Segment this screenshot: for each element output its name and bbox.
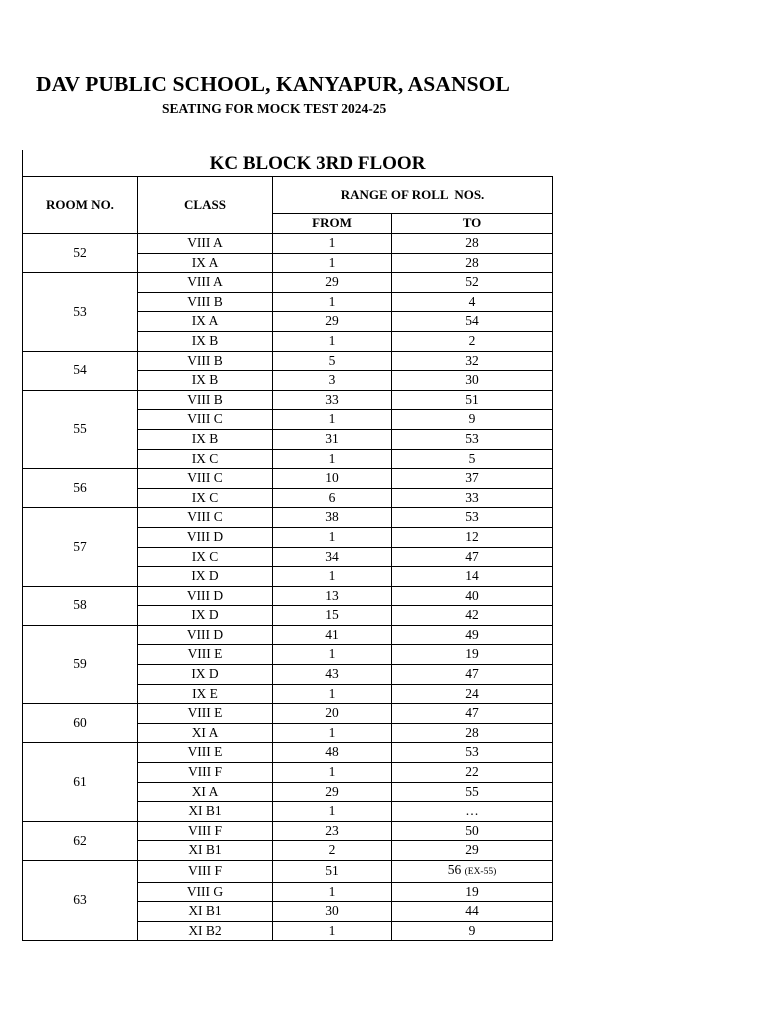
class-cell: IX B xyxy=(138,371,273,391)
roll-from-cell: 10 xyxy=(273,469,392,489)
roll-to-value: 53 xyxy=(465,509,479,525)
roll-to-cell xyxy=(392,410,553,430)
class-cell: XI B1 xyxy=(138,841,273,861)
room-number: 52 xyxy=(23,234,138,273)
roll-to-cell xyxy=(392,253,553,273)
roll-to-cell xyxy=(392,586,553,606)
room-number: 58 xyxy=(23,586,138,625)
roll-from-cell: 1 xyxy=(273,723,392,743)
roll-to-cell xyxy=(392,351,553,371)
roll-from-cell: 31 xyxy=(273,429,392,449)
roll-to-value: 52 xyxy=(465,274,479,290)
roll-to-value: 4 xyxy=(468,293,476,309)
room-number: 55 xyxy=(23,390,138,468)
class-cell: IX D xyxy=(138,567,273,587)
class-cell: IX D xyxy=(138,606,273,626)
class-cell: VIII C xyxy=(138,469,273,489)
roll-to-value: 56 xyxy=(447,862,462,877)
school-name: DAV PUBLIC SCHOOL, KANYAPUR, ASANSOL xyxy=(36,72,510,96)
roll-to-cell xyxy=(392,234,553,254)
class-cell: VIII A xyxy=(138,273,273,293)
room-header: ROOM NO. xyxy=(23,177,138,234)
roll-to-value: 49 xyxy=(465,626,479,642)
roll-to-cell xyxy=(392,527,553,547)
roll-to-value: 24 xyxy=(465,685,479,701)
class-cell: XI A xyxy=(138,782,273,802)
roll-to-value: 29 xyxy=(465,842,479,858)
class-cell: IX D xyxy=(138,665,273,685)
room-number: 54 xyxy=(23,351,138,390)
roll-to-cell xyxy=(392,547,553,567)
roll-to-cell xyxy=(392,782,553,802)
table-row xyxy=(23,821,553,841)
table-row xyxy=(23,861,553,883)
roll-from-cell: 1 xyxy=(273,921,392,941)
class-cell: VIII E xyxy=(138,704,273,724)
to-header: TO xyxy=(392,214,553,234)
table-row xyxy=(23,508,553,528)
roll-from-cell: 1 xyxy=(273,567,392,587)
roll-to-value: 53 xyxy=(465,744,479,760)
roll-to-cell xyxy=(392,684,553,704)
roll-to-value: 47 xyxy=(465,666,479,682)
class-cell: XI B1 xyxy=(138,802,273,822)
roll-to-value: 9 xyxy=(468,411,476,427)
roll-from-cell: 1 xyxy=(273,331,392,351)
class-cell: VIII F xyxy=(138,763,273,783)
roll-from-cell: 1 xyxy=(273,882,392,902)
room-number: 61 xyxy=(23,743,138,821)
roll-to-cell xyxy=(392,921,553,941)
roll-from-cell: 34 xyxy=(273,547,392,567)
roll-to-note: (EX-55) xyxy=(464,867,497,877)
roll-from-cell: 1 xyxy=(273,253,392,273)
floor-heading xyxy=(22,150,552,177)
roll-to-cell xyxy=(392,743,553,763)
table-row xyxy=(23,704,553,724)
roll-to-cell xyxy=(392,508,553,528)
roll-to-cell xyxy=(392,273,553,293)
roll-from-cell: 48 xyxy=(273,743,392,763)
roll-from-cell: 29 xyxy=(273,273,392,293)
roll-to-cell xyxy=(392,429,553,449)
roll-from-cell: 1 xyxy=(273,449,392,469)
roll-from-cell: 5 xyxy=(273,351,392,371)
class-cell: IX E xyxy=(138,684,273,704)
roll-from-cell: 29 xyxy=(273,782,392,802)
class-cell: IX B xyxy=(138,331,273,351)
roll-to-value: 55 xyxy=(465,783,479,799)
class-cell: XI B2 xyxy=(138,921,273,941)
table-row xyxy=(23,586,553,606)
roll-to-value: 51 xyxy=(465,391,479,407)
roll-to-value: 42 xyxy=(465,607,479,623)
room-number: 62 xyxy=(23,821,138,860)
roll-from-cell: 51 xyxy=(273,861,392,883)
roll-to-value: 50 xyxy=(465,822,479,838)
roll-to-value: 28 xyxy=(465,254,479,270)
class-cell: XI B1 xyxy=(138,902,273,922)
range-header: RANGE OF ROLL NOS. xyxy=(273,177,553,214)
class-cell: IX A xyxy=(138,253,273,273)
roll-to-value: 37 xyxy=(465,470,479,486)
roll-to-value: 14 xyxy=(465,568,479,584)
roll-to-value: 5 xyxy=(468,450,476,466)
roll-to-cell xyxy=(392,488,553,508)
roll-from-cell: 6 xyxy=(273,488,392,508)
roll-to-value: 44 xyxy=(465,903,479,919)
class-cell: VIII F xyxy=(138,821,273,841)
roll-to-cell xyxy=(392,449,553,469)
class-cell: IX C xyxy=(138,449,273,469)
class-cell: VIII F xyxy=(138,861,273,883)
roll-to-cell xyxy=(392,331,553,351)
class-cell: VIII B xyxy=(138,292,273,312)
roll-to-value: 40 xyxy=(465,587,479,603)
roll-to-cell xyxy=(392,723,553,743)
roll-to-cell xyxy=(392,645,553,665)
roll-to-cell xyxy=(392,802,553,822)
class-cell: IX C xyxy=(138,547,273,567)
test-subtitle: SEATING FOR MOCK TEST 2024-25 xyxy=(162,101,387,116)
class-cell: IX B xyxy=(138,429,273,449)
class-cell: VIII A xyxy=(138,234,273,254)
roll-to-value: 28 xyxy=(465,235,479,250)
roll-from-cell: 3 xyxy=(273,371,392,391)
roll-to-cell xyxy=(392,882,553,902)
roll-to-value: 19 xyxy=(465,646,479,662)
seating-rows xyxy=(23,234,553,941)
roll-to-cell xyxy=(392,861,553,883)
class-cell: VIII D xyxy=(138,625,273,645)
roll-from-cell: 15 xyxy=(273,606,392,626)
roll-to-cell xyxy=(392,704,553,724)
roll-to-value: 30 xyxy=(465,372,479,388)
roll-to-cell xyxy=(392,625,553,645)
roll-from-cell: 1 xyxy=(273,410,392,430)
roll-to-value: 9 xyxy=(468,922,476,938)
class-cell: VIII C xyxy=(138,508,273,528)
roll-from-cell: 13 xyxy=(273,586,392,606)
class-cell: VIII D xyxy=(138,527,273,547)
class-cell: VIII C xyxy=(138,410,273,430)
class-cell: VIII E xyxy=(138,743,273,763)
table-row xyxy=(23,234,553,254)
roll-from-cell: 2 xyxy=(273,841,392,861)
roll-to-cell xyxy=(392,902,553,922)
room-number: 57 xyxy=(23,508,138,586)
roll-from-cell: 30 xyxy=(273,902,392,922)
table-row xyxy=(23,273,553,293)
roll-from-cell: 33 xyxy=(273,390,392,410)
class-cell: VIII B xyxy=(138,351,273,371)
roll-from-cell: 41 xyxy=(273,625,392,645)
roll-to-value: 53 xyxy=(465,430,479,446)
roll-to-value: 54 xyxy=(465,313,479,329)
class-cell: IX A xyxy=(138,312,273,332)
roll-from-cell: 1 xyxy=(273,527,392,547)
roll-to-value: … xyxy=(465,803,479,819)
roll-to-cell xyxy=(392,665,553,685)
roll-to-cell xyxy=(392,371,553,391)
roll-to-cell xyxy=(392,763,553,783)
room-number: 60 xyxy=(23,704,138,743)
seating-table xyxy=(22,176,553,941)
room-number: 56 xyxy=(23,469,138,508)
roll-to-value: 22 xyxy=(465,764,479,780)
roll-to-cell xyxy=(392,312,553,332)
table-row xyxy=(23,390,553,410)
roll-to-cell xyxy=(392,292,553,312)
class-cell: XI A xyxy=(138,723,273,743)
class-cell: IX C xyxy=(138,488,273,508)
roll-to-value: 47 xyxy=(465,705,479,721)
roll-to-value: 28 xyxy=(465,724,479,740)
roll-to-cell xyxy=(392,606,553,626)
roll-to-value: 47 xyxy=(465,548,479,564)
roll-to-cell xyxy=(392,390,553,410)
roll-from-cell: 38 xyxy=(273,508,392,528)
room-number: 59 xyxy=(23,625,138,703)
roll-from-cell: 29 xyxy=(273,312,392,332)
class-cell: VIII E xyxy=(138,645,273,665)
from-header: FROM xyxy=(273,214,392,234)
roll-to-cell xyxy=(392,469,553,489)
roll-from-cell: 1 xyxy=(273,802,392,822)
roll-from-cell: 23 xyxy=(273,821,392,841)
class-cell: VIII G xyxy=(138,882,273,902)
room-number: 53 xyxy=(23,273,138,351)
room-number: 63 xyxy=(23,861,138,941)
roll-to-cell xyxy=(392,567,553,587)
class-header: CLASS xyxy=(138,177,273,234)
roll-to-cell xyxy=(392,841,553,861)
roll-to-value: 33 xyxy=(465,489,479,505)
class-cell: VIII B xyxy=(138,390,273,410)
roll-from-cell: 1 xyxy=(273,292,392,312)
roll-from-cell: 20 xyxy=(273,704,392,724)
roll-from-cell: 1 xyxy=(273,234,392,254)
roll-to-cell xyxy=(392,821,553,841)
roll-to-value: 12 xyxy=(465,528,479,544)
table-row xyxy=(23,469,553,489)
table-row xyxy=(23,351,553,371)
table-row xyxy=(23,625,553,645)
roll-to-value: 32 xyxy=(465,352,479,368)
floor-title: KC BLOCK 3RD FLOOR xyxy=(209,152,426,174)
table-row xyxy=(23,743,553,763)
roll-to-value: 2 xyxy=(468,332,476,348)
roll-to-value: 19 xyxy=(465,883,479,899)
roll-from-cell: 1 xyxy=(273,684,392,704)
roll-from-cell: 1 xyxy=(273,645,392,665)
roll-from-cell: 43 xyxy=(273,665,392,685)
class-cell: VIII D xyxy=(138,586,273,606)
roll-from-cell: 1 xyxy=(273,763,392,783)
